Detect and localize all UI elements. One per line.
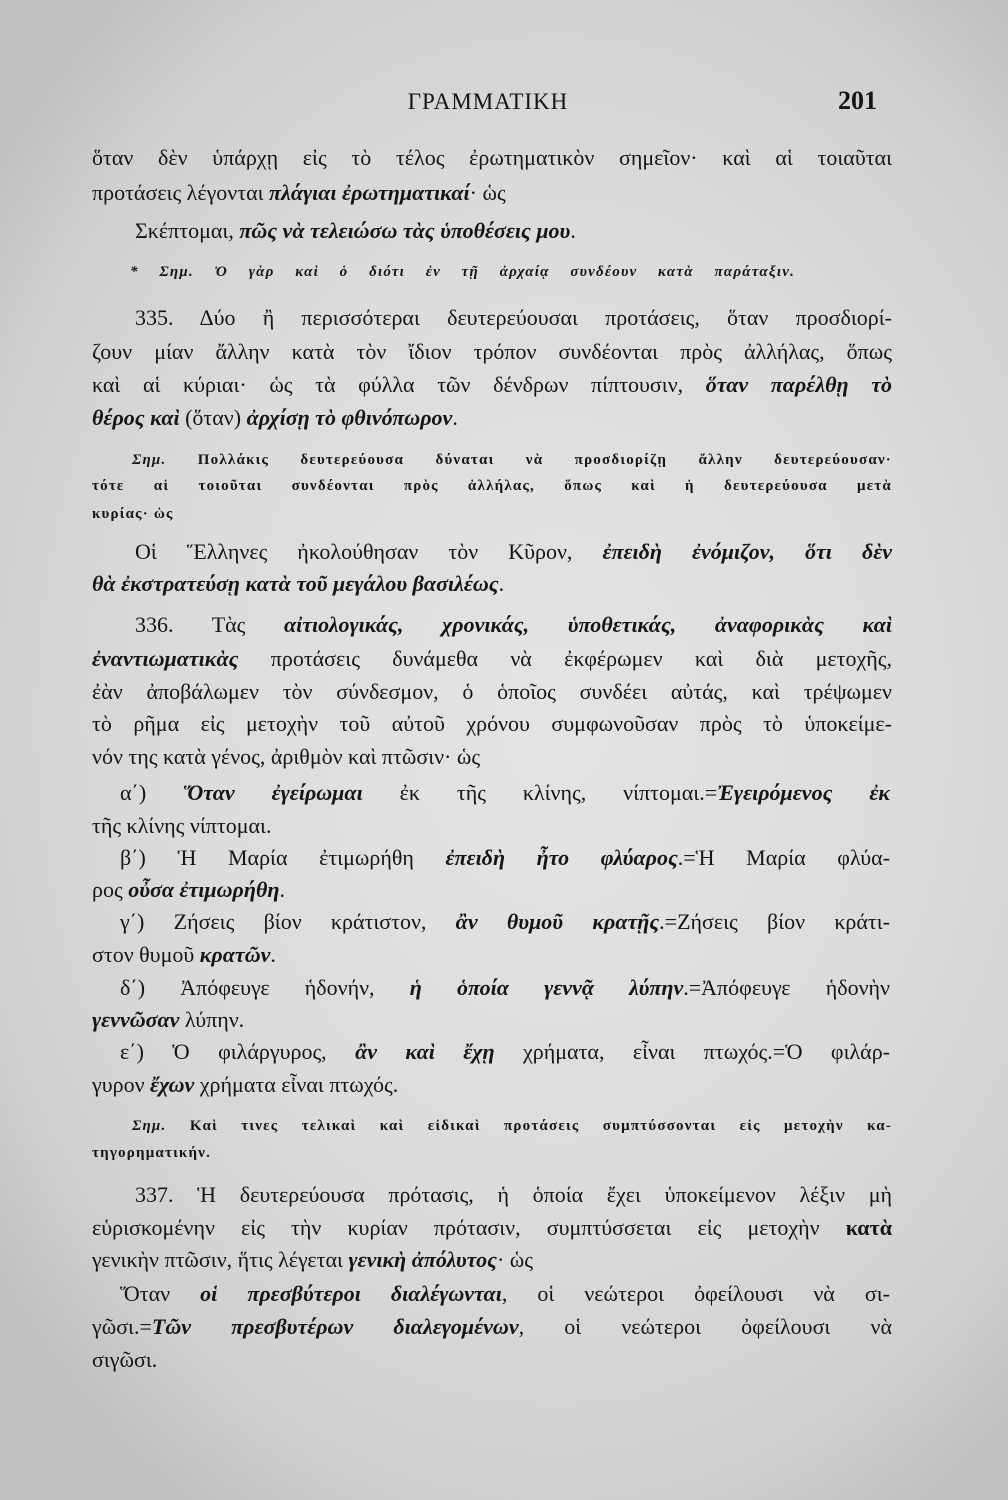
section-337-line-1 — [135, 1178, 892, 1212]
text-span: , οἱ νεώτεροι ὀφείλουσι νὰ — [518, 1314, 892, 1339]
text-span: . — [270, 942, 276, 967]
text-span: , οἱ νεώτεροι ὀφείλουσι νὰ σι- — [501, 1281, 890, 1306]
text-span: προτάσεις δυνάμεθα νὰ ἐκφέρωμεν καὶ διὰ μετοχῆς, — [238, 646, 892, 671]
emphasis-span: κατὰ — [845, 1215, 892, 1240]
text-span: στον θυμοῦ — [92, 942, 200, 967]
text-span: .=Ζήσεις βίον κράτι- — [659, 909, 890, 934]
section-335-line-1 — [135, 301, 892, 335]
section-336-line-1 — [135, 608, 892, 642]
text-span: νόν της κατὰ γένος, ἀριθμὸν καὶ πτῶσιν· ὡς — [92, 744, 481, 769]
text-span: Σκέπτομαι, — [135, 218, 240, 243]
note-335-line-3 — [92, 502, 892, 526]
text-span: ὅταν δὲν ὑπάρχῃ εἰς τὸ τέλος ἐρωτηματικὸν σημεῖον· καὶ αἱ τοιαῦται — [92, 145, 892, 170]
example-b-line-1 — [120, 841, 890, 875]
example-a-line-2 — [92, 809, 892, 843]
text-span: Ἡ Μαρία ἐτιμωρήθη — [177, 845, 446, 870]
section-337-example-line-3 — [92, 1343, 892, 1377]
section-number: 335. — [135, 305, 174, 330]
text-span: Καὶ τινες τελικαὶ καὶ εἰδικαὶ προτάσεις συμπτύσσονται εἰς μετοχὴν κα- — [189, 1118, 893, 1134]
emphasis-span: οὖσα ἐτιμωρήθη — [128, 877, 280, 902]
example-e-line-1 — [120, 1035, 890, 1069]
text-span: . — [570, 218, 576, 243]
text-span: . — [498, 571, 505, 596]
intro-line-1 — [92, 141, 892, 175]
text-span: Ἀπόφευγε ἡδονήν, — [180, 975, 410, 1000]
example-label: β΄) — [120, 845, 146, 870]
example-c-line-1 — [120, 905, 890, 939]
example-e-line-2 — [92, 1068, 892, 1102]
text-span: σιγῶσι. — [92, 1347, 158, 1372]
intro-line-2 — [92, 176, 892, 210]
section-336-line-2 — [92, 642, 892, 676]
emphasis-span: ὅταν παρέλθῃ τὸ — [705, 372, 892, 397]
text-span: .=Ἡ Μαρία φλύα- — [677, 845, 891, 870]
note-335-line-1 — [132, 448, 892, 472]
footnote-marker: * — [130, 264, 139, 280]
example-label: ε΄) — [120, 1039, 144, 1064]
note-336-line-1 — [132, 1114, 892, 1138]
emphasis-span: ἂν θυμοῦ κρατῇς — [455, 909, 660, 934]
section-337-line-2 — [92, 1211, 892, 1245]
text-span: γενικὴν πτῶσιν, ἥτις λέγεται — [92, 1247, 349, 1272]
text-span: κυρίας· ὡς — [92, 506, 174, 522]
text-span: .=Ἀπόφευγε ἡδονὴν — [683, 975, 890, 1000]
text-span: · ὡς — [496, 1247, 533, 1272]
text-span: ἐὰν ἀποβάλωμεν τὸν σύνδεσμον, ὁ ὁποῖος συνδέει αὐτάς, καὶ τρέψωμεν — [92, 679, 892, 704]
text-span: Ὁ φιλάργυρος, — [172, 1039, 356, 1064]
text-span: τῆς κλίνης νίπτομαι. — [92, 813, 272, 838]
section-336-line-4 — [92, 707, 892, 741]
example-b-line-2 — [92, 873, 892, 907]
emphasis-span: πῶς νὰ τελειώσω τὰς ὑποθέσεις μου — [239, 218, 571, 243]
text-span: . — [279, 877, 285, 902]
section-337-example-line-1 — [120, 1277, 890, 1311]
text-span: χρήματα εἶναι πτωχός. — [194, 1072, 399, 1097]
emphasis-span: ἔχων — [150, 1072, 195, 1097]
section-335-line-2 — [92, 335, 892, 369]
note-335-example-line-1 — [135, 535, 892, 569]
note-335-line-2 — [92, 474, 892, 498]
running-head-title: ΓΡΑΜΜΑΤΙΚΗ — [407, 89, 569, 114]
note-label: Σημ. — [159, 264, 194, 280]
emphasis-span: ἐναντιωματικὰς — [92, 646, 239, 671]
text-span: γῶσι.= — [92, 1314, 152, 1339]
example-d-line-2 — [92, 1003, 892, 1037]
intro-example-line — [135, 214, 892, 248]
example-label: δ΄) — [120, 975, 146, 1000]
emphasis-span: πλάγιαι ἐρωτηματικαί — [269, 180, 470, 205]
text-span: τότε αἱ τοιοῦται συνδέονται πρὸς ἀλλήλας, ὅπως καὶ ἡ δευτερεύουσα μετὰ — [92, 478, 892, 494]
text-span: καὶ αἱ κύριαι· ὡς τὰ φύλλα τῶν δένδρων πίπτουσιν, — [92, 372, 706, 397]
emphasis-span: θὰ ἐκστρατεύσῃ κατὰ τοῦ μεγάλου βασιλέως — [92, 571, 499, 596]
emphasis-span: θέρος καὶ — [92, 405, 180, 430]
example-label: γ΄) — [120, 909, 145, 934]
emphasis-span: οἱ πρεσβύτεροι διαλέγωνται — [200, 1281, 502, 1306]
text-span: προτάσεις λέγονται — [92, 180, 270, 205]
emphasis-span: Ἐγειρόμενος ἐκ — [717, 780, 890, 805]
footnote — [130, 260, 795, 284]
text-span: Ὁ γὰρ καὶ ὁ διότι ἐν τῇ ἀρχαίᾳ συνδέουν κατὰ παράταξιν. — [214, 264, 796, 280]
text-span: Ἡ δευτερεύουσα πρότασις, ἡ ὁποία ἔχει ὑποκείμενον λέξιν μὴ — [197, 1182, 892, 1207]
text-span: λύπην. — [179, 1007, 245, 1032]
text-span: τὸ ρῆμα εἰς μετοχὴν τοῦ αὐτοῦ χρόνου συμφωνοῦσαν πρὸς τὸ ὑποκείμε- — [92, 711, 892, 736]
text-span: (ὅταν) — [179, 405, 247, 430]
emphasis-span: γενικὴ ἀπόλυτος — [348, 1247, 497, 1272]
text-span: ἐκ τῆς κλίνης, νίπτομαι.= — [362, 780, 718, 805]
example-c-line-2 — [92, 938, 892, 972]
emphasis-span: ἐπειδὴ ἐνόμιζον, ὅτι δὲν — [602, 539, 893, 564]
note-label: Σημ. — [132, 1118, 167, 1134]
text-span: . — [452, 405, 458, 430]
emphasis-span: Ὅταν ἐγείρωμαι — [183, 780, 363, 805]
text-span: Δύο ἢ περισσότεραι δευτερεύουσαι προτάσεις, ὅταν προσδιορί- — [199, 305, 892, 330]
section-337-line-3 — [92, 1243, 892, 1277]
section-335-line-4 — [92, 401, 892, 435]
emphasis-span: γεννῶσαν — [92, 1007, 180, 1032]
section-number: 337. — [135, 1182, 174, 1207]
section-337-example-line-2 — [92, 1310, 892, 1344]
text-span: γυρον — [92, 1072, 151, 1097]
emphasis-span: ἐπειδὴ ἦτο φλύαρος — [445, 845, 678, 870]
emphasis-span: κρατῶν — [199, 942, 271, 967]
emphasis-span: Τῶν πρεσβυτέρων διαλεγομένων — [151, 1314, 519, 1339]
note-label: Σημ. — [132, 452, 167, 468]
page-number: 201 — [838, 86, 877, 115]
section-336-line-3 — [92, 675, 892, 709]
section-number: 336. — [135, 612, 174, 637]
text-span: χρήματα, εἶναι πτωχός.=Ὁ φιλάρ- — [494, 1039, 891, 1064]
emphasis-span: ἡ ὁποία γεννᾷ λύπην — [409, 975, 684, 1000]
text-span: εὑρισκομένην εἰς τὴν κυρίαν πρότασιν, συμπτύσσεται εἰς μετοχὴν — [92, 1215, 846, 1240]
text-span: Τὰς — [211, 612, 284, 637]
section-336-line-5 — [92, 740, 892, 774]
example-a-line-1 — [120, 776, 890, 810]
text-span: ζουν μίαν ἄλλην κατὰ τὸν ἴδιον τρόπον συνδέονται πρὸς ἀλλήλας, ὅπως — [92, 339, 892, 364]
example-d-line-1 — [120, 971, 890, 1005]
text-span: Ὅταν — [120, 1281, 201, 1306]
example-label: α΄) — [120, 780, 147, 805]
text-span: Πολλάκις δευτερεύουσα δύναται νὰ προσδιορίζῃ ἄλλην δευτερεύουσαν· — [197, 452, 892, 468]
text-span: τηγορηματικήν. — [92, 1145, 212, 1161]
emphasis-span: ἀρχίσῃ τὸ φθινόπωρον — [246, 405, 453, 430]
note-336-line-2 — [92, 1141, 892, 1165]
emphasis-span: ἂν καὶ ἔχῃ — [355, 1039, 495, 1064]
text-span: Οἱ Ἕλληνες ἠκολούθησαν τὸν Κῦρον, — [135, 539, 603, 564]
section-335-line-3 — [92, 368, 892, 402]
text-span: · ὡς — [469, 180, 506, 205]
text-span: ρος — [92, 877, 129, 902]
text-span: Ζήσεις βίον κράτιστον, — [173, 909, 456, 934]
note-335-example-line-2 — [92, 567, 892, 601]
emphasis-span: αἰτιολογικάς, χρονικάς, ὑποθετικάς, ἀναφορικὰς καὶ — [283, 612, 892, 637]
